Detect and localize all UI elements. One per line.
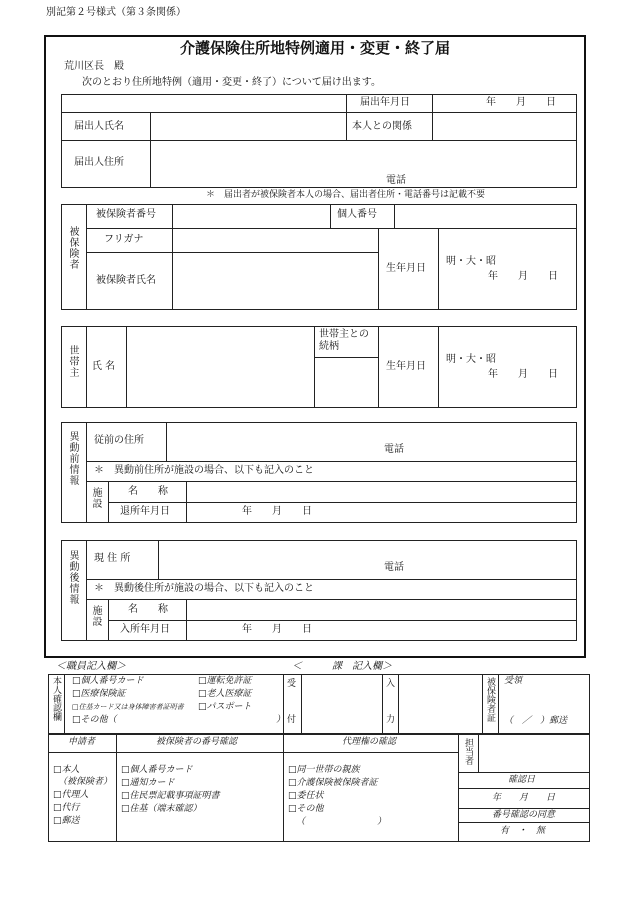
number-juki-terminal[interactable]: □住基（端末確認） — [121, 804, 202, 814]
proxy-other[interactable]: □その他 — [288, 804, 324, 814]
number-juminhyo[interactable]: □住民票記載事項証明書 — [121, 791, 220, 801]
before-phone-label: 電話 — [384, 444, 404, 455]
after-facility-name-label: 名 称 — [128, 604, 168, 615]
proxy-family[interactable]: □同一世帯の親族 — [288, 765, 360, 775]
before-address-label: 従前の住所 — [94, 435, 144, 446]
id-other-close: ） — [276, 715, 286, 725]
id-item-mynumber-card[interactable]: □個人番号カード — [72, 676, 144, 686]
after-phone-label: 電話 — [384, 562, 404, 573]
householder-relation-field[interactable] — [316, 359, 376, 406]
insured-cert-vertical: 被保険者証 — [485, 677, 495, 722]
tantou-vertical: 担当者 — [463, 738, 473, 765]
date-label: 届出年月日 — [360, 97, 410, 108]
furigana-label: フリガナ — [104, 234, 144, 245]
applicant-name-field[interactable] — [152, 114, 344, 138]
confirm-date-label: 確認日 — [508, 775, 536, 785]
after-facility-vertical: 施設 — [90, 605, 101, 627]
applicant-name-label: 届出人氏名 — [74, 121, 124, 132]
after-note: ＊ 異動後住所が施設の場合、以下も記入のこと — [94, 583, 314, 594]
date-value: 年 月 日 — [486, 97, 556, 108]
before-date-label: 退所年月日 — [120, 506, 170, 517]
householder-vertical-label: 世帯主 — [67, 345, 78, 378]
applicant-address-label: 届出人住所 — [74, 157, 124, 168]
insured-birth-label: 生年月日 — [386, 263, 426, 274]
applicant-header: 申請者 — [68, 737, 96, 747]
form-id: 別記第２号様式（第３条関係） — [46, 7, 186, 18]
insured-name-field[interactable] — [174, 254, 376, 308]
id-item-health-insurance[interactable]: □医療保険証 — [72, 689, 126, 699]
before-date-value: 年 月 日 — [242, 506, 312, 517]
applicant-agent[interactable]: □代行 — [53, 803, 80, 813]
staff-right-title: ＜ 課 記入欄＞ — [292, 661, 392, 672]
intro-text: 次のとおり住所地特例（適用・変更・終了）について届け出ます。 — [82, 77, 381, 88]
furigana-field[interactable] — [174, 230, 376, 250]
before-vertical-label: 異動前情報 — [67, 431, 78, 486]
proxy-power-of-attorney[interactable]: □委任状 — [288, 791, 324, 801]
addressee: 荒川区長 殿 — [64, 61, 124, 72]
collected-label: 受領 — [504, 676, 523, 686]
relation-field[interactable] — [434, 114, 575, 138]
insured-ymd: 年 月 日 — [488, 271, 558, 282]
before-address-field[interactable] — [168, 424, 575, 459]
mynumber-field[interactable] — [396, 206, 575, 226]
id-check-vertical: 本人確認欄 — [51, 676, 61, 721]
mynumber-label: 個人番号 — [337, 209, 377, 220]
input-top: 入 — [386, 679, 396, 689]
insured-name-label: 被保険者氏名 — [96, 275, 156, 286]
applicant-phone-label: 電話 — [386, 175, 406, 186]
after-facility-name-field[interactable] — [188, 601, 575, 619]
householder-name-label: 氏 名 — [92, 361, 116, 372]
before-facility-vertical: 施設 — [90, 487, 101, 509]
id-item-other[interactable]: □その他（ — [72, 715, 117, 725]
number-notice-card[interactable]: □通知カード — [121, 778, 175, 788]
proxy-header: 代理権の確認 — [342, 737, 397, 747]
householder-era: 明・大・昭 — [446, 354, 496, 365]
householder-ymd: 年 月 日 — [488, 369, 558, 380]
applicant-self-note: （被保険者） — [58, 777, 113, 787]
householder-name-field[interactable] — [128, 328, 312, 406]
applicant-mail[interactable]: □郵送 — [53, 816, 80, 826]
insured-era: 明・大・昭 — [446, 256, 496, 267]
insured-number-field[interactable] — [174, 206, 328, 226]
after-address-field[interactable] — [160, 542, 575, 577]
proxy-insurance-card[interactable]: □介護保険被保険者証 — [288, 778, 378, 788]
id-item-juki-card[interactable]: □住基カード又は身体障害者証明書 — [72, 703, 184, 711]
after-date-label: 入所年月日 — [120, 624, 170, 635]
after-vertical-label: 異動後情報 — [67, 550, 78, 605]
householder-birth-label: 生年月日 — [386, 361, 426, 372]
mail-label: （ ／ ）郵送 — [504, 716, 568, 726]
before-facility-name-field[interactable] — [188, 483, 575, 501]
form-title: 介護保険住所地特例適用・変更・終了届 — [180, 39, 451, 57]
insured-number-label: 被保険者番号 — [96, 209, 156, 220]
id-item-drivers-license[interactable]: □運転免許証 — [198, 676, 252, 686]
received-bottom: 付 — [287, 715, 297, 725]
applicant-address-field[interactable] — [152, 142, 575, 186]
consent-value[interactable]: 有 ・ 無 — [500, 826, 546, 836]
number-mynumber-card[interactable]: □個人番号カード — [121, 765, 193, 775]
header-note: ＊ 届出者が被保険者本人の場合、届出者住所・電話番号は記載不要 — [206, 190, 486, 200]
after-address-label: 現 住 所 — [94, 553, 131, 564]
number-check-header: 被保険者の番号確認 — [156, 737, 238, 747]
received-top: 受 — [287, 679, 297, 689]
after-date-value: 年 月 日 — [242, 624, 312, 635]
applicant-proxy[interactable]: □代理人 — [53, 790, 89, 800]
householder-relation-label: 世帯主との続柄 — [319, 329, 369, 352]
before-facility-name-label: 名 称 — [128, 486, 168, 497]
applicant-self[interactable]: □本人 — [53, 765, 80, 775]
insured-vertical-label: 被保険者 — [67, 226, 78, 270]
id-item-passport[interactable]: □パスポート — [198, 702, 252, 712]
confirm-date-value: 年 月 日 — [492, 793, 556, 803]
consent-label: 番号確認の同意 — [492, 810, 556, 820]
id-item-elderly-medical[interactable]: □老人医療証 — [198, 689, 252, 699]
proxy-other-field[interactable]: （ ） — [296, 817, 387, 827]
staff-left-title: ＜職員記入欄＞ — [56, 661, 126, 672]
before-note: ＊ 異動前住所が施設の場合、以下も記入のこと — [94, 465, 314, 476]
input-bottom: 力 — [386, 715, 396, 725]
relation-label: 本人との関係 — [352, 121, 412, 132]
